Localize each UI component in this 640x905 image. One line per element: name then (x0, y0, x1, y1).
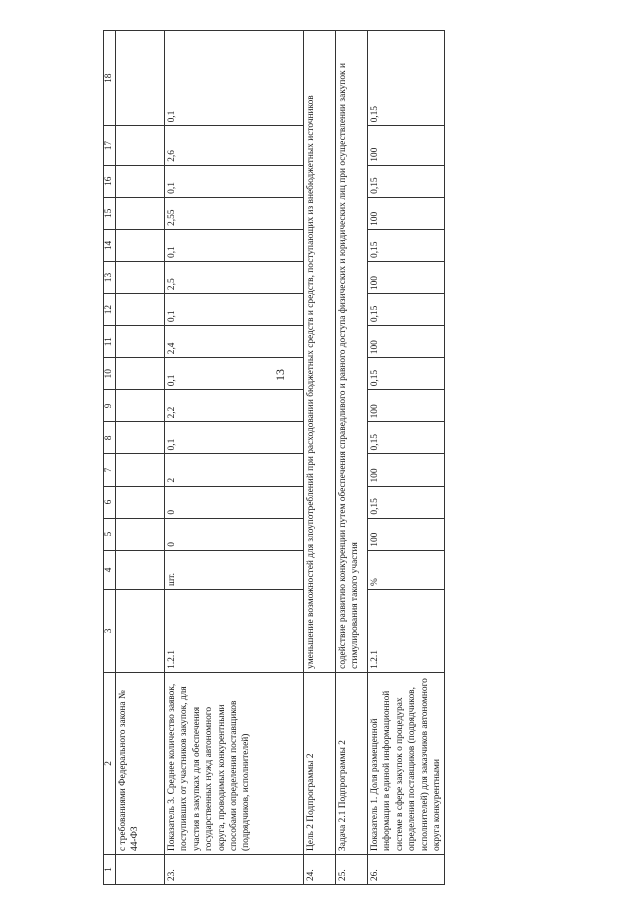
goal-text-cell: уменьшение возможностей для злоупотреблений при расходовании бюджетных средств и средств, поступающих из внебюджетных источников (304, 31, 336, 673)
page-number: 13 (272, 369, 287, 381)
row-number-cell (116, 854, 165, 884)
table-row (165, 31, 304, 885)
header-cell: 10 (104, 358, 116, 390)
header-row (104, 31, 116, 885)
header-cell: 7 (104, 454, 116, 486)
header-cell: 15 (104, 197, 116, 229)
indicator-name-cell: Цель 2 Подпрограммы 2 (304, 672, 336, 854)
value-cell: 100 (368, 261, 445, 293)
value-cell: 0,1 (165, 294, 304, 326)
header-cell: 13 (104, 261, 116, 293)
value-cell: 0,1 (165, 165, 304, 197)
empty-cell (116, 550, 165, 589)
value-cell: 0,1 (165, 229, 304, 261)
header-cell: 3 (104, 590, 116, 673)
value-cell: 0,15 (368, 229, 445, 261)
header-cell: 16 (104, 165, 116, 197)
value-cell: 0,1 (165, 422, 304, 454)
value-cell: 0,15 (368, 294, 445, 326)
value-cell: 2,2 (165, 390, 304, 422)
header-cell: 17 (104, 126, 116, 165)
header-cell: 18 (104, 31, 116, 126)
header-cell: 4 (104, 550, 116, 589)
value-cell: 2,5 (165, 261, 304, 293)
indicators-table (103, 30, 445, 885)
code-cell: 1.2.1 (165, 590, 304, 673)
task-text-cell: содействие развитию конкуренции путем обеспечения справедливого и равного доступа физических и юридических лиц при осуществлении закупок и стимулирования такого участия (336, 31, 368, 673)
row-number-cell: 25. (336, 854, 368, 884)
indicator-name-cell: Показатель 1. Доля размещенной информации в единой информационной системе в сфере закупок о процедурах определения поставщиков (подрядчиков, исполнителей) для заказчиков автономного округа конкурентными (368, 672, 445, 854)
value-cell: 2 (165, 454, 304, 486)
value-cell: 0,15 (368, 358, 445, 390)
value-cell: 100 (368, 390, 445, 422)
value-cell: 100 (368, 126, 445, 165)
header-cell: 2 (104, 672, 116, 854)
value-cell: 100 (368, 518, 445, 550)
row-number-cell: 26. (368, 854, 445, 884)
value-cell: 2,6 (165, 126, 304, 165)
value-cell: 0,1 (165, 358, 304, 390)
table-row (304, 31, 336, 885)
value-cell: 2,4 (165, 326, 304, 358)
value-cell: 0 (165, 518, 304, 550)
header-cell: 5 (104, 518, 116, 550)
value-cell: 100 (368, 197, 445, 229)
table-row (116, 31, 165, 885)
value-cell: 100 (368, 326, 445, 358)
value-cell: 0,15 (368, 486, 445, 518)
indicator-name-cell: Задача 2.1 Подпрограммы 2 (336, 672, 368, 854)
header-cell: 1 (104, 854, 116, 884)
row-number-cell: 23. (165, 854, 304, 884)
value-cell: 0,15 (368, 31, 445, 126)
table-row (368, 31, 445, 885)
header-cell: 12 (104, 294, 116, 326)
indicator-name-cell: с требованиями Федерального закона № 44-ФЗ (116, 672, 165, 854)
rotated-table-wrapper (103, 30, 443, 885)
value-cell: 100 (368, 454, 445, 486)
empty-cell (116, 590, 165, 673)
table-row (336, 31, 368, 885)
header-cell: 14 (104, 229, 116, 261)
row-number-cell: 24. (304, 854, 336, 884)
value-cell: 0,15 (368, 165, 445, 197)
unit-cell: % (368, 550, 445, 589)
header-cell: 8 (104, 422, 116, 454)
value-cell: 0 (165, 486, 304, 518)
document-frame (103, 30, 443, 885)
value-cell: 0,15 (368, 422, 445, 454)
value-cell: 0,1 (165, 31, 304, 126)
header-cell: 6 (104, 486, 116, 518)
code-cell: 1.2.1 (368, 590, 445, 673)
header-cell: 11 (104, 326, 116, 358)
value-cell: 2,55 (165, 197, 304, 229)
unit-cell: шт. (165, 550, 304, 589)
indicator-name-cell: Показатель 3. Среднее количество заявок, поступивших от участников закупок, для участия в закупках для обеспечения государственных нужд автономного округа, проводимых конкурентными способами определения поставщиков (подрядчиков, исполнителей) (165, 672, 304, 854)
header-cell: 9 (104, 390, 116, 422)
